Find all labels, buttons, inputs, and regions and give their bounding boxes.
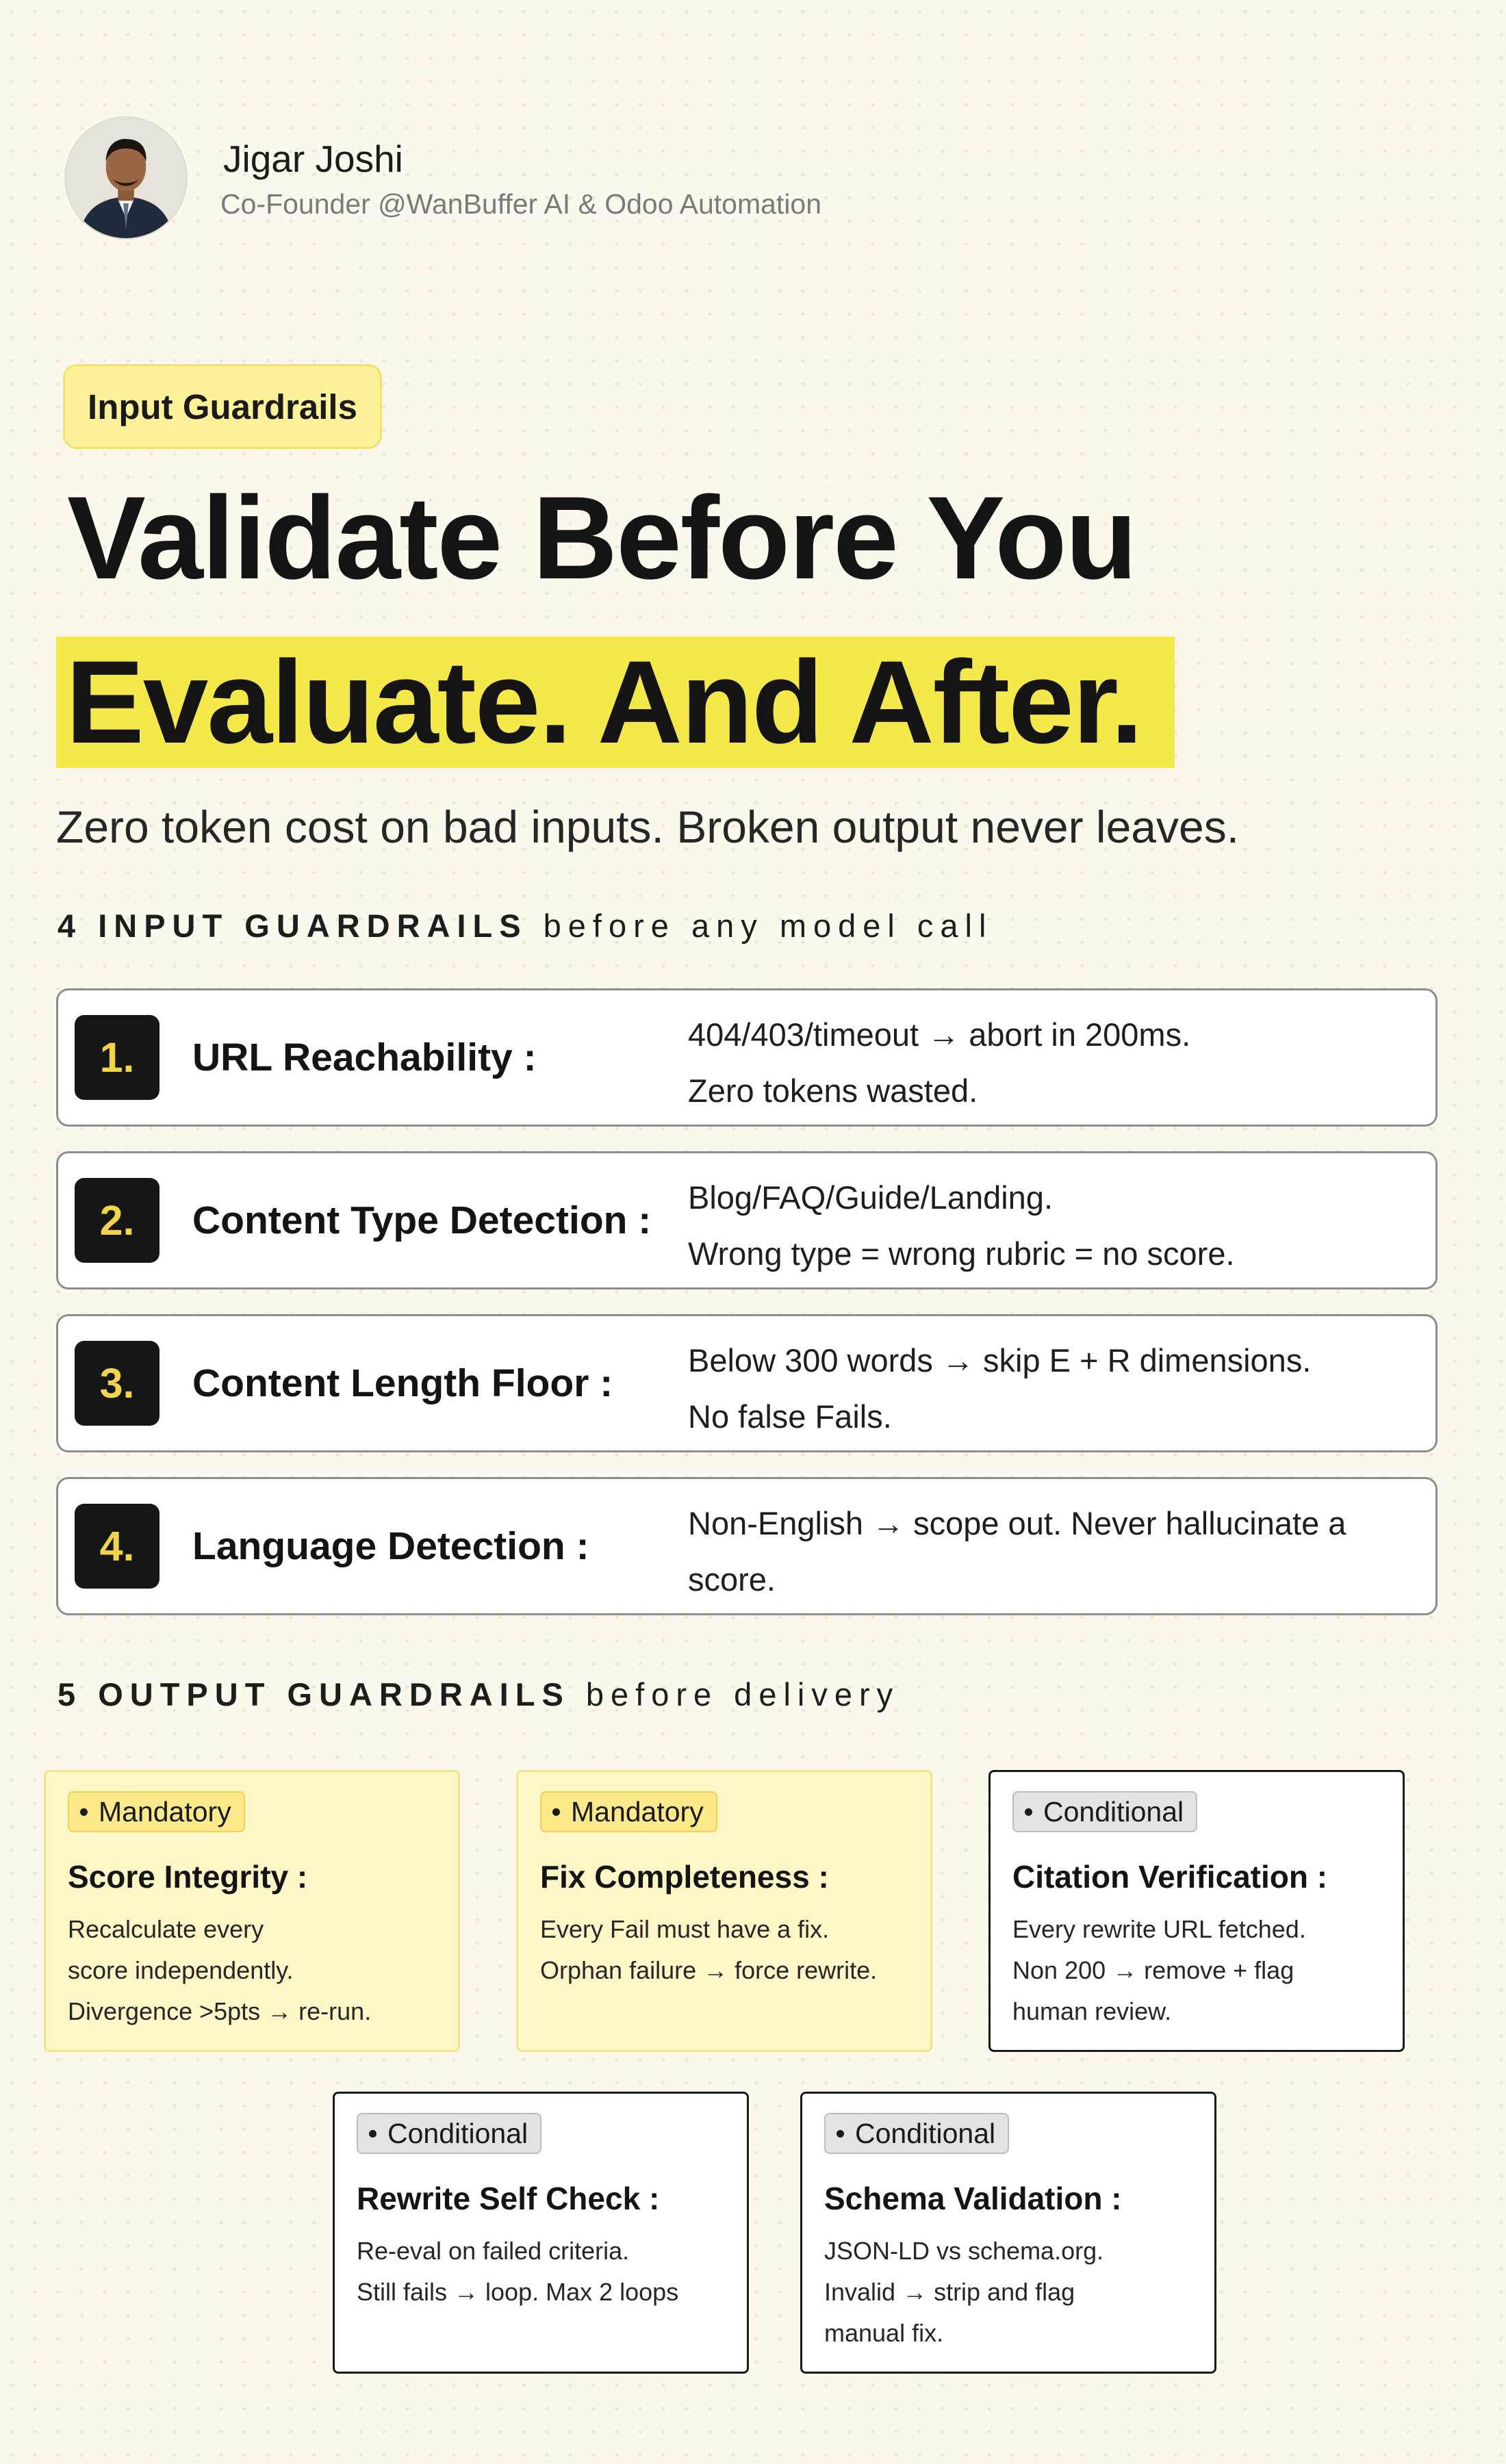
badge-label: Mandatory [571,1795,704,1827]
number-badge: 2. [75,1178,159,1263]
author-name: Jigar Joshi [223,138,403,180]
badge-label: Conditional [855,2117,996,2149]
description-line: Wrong type = wrong rubric = no score. [688,1235,1235,1272]
output-guardrail-title: Score Integrity : [68,1859,308,1895]
input-guardrail-title: Content Type Detection : [192,1198,652,1242]
bullet-dot-icon [1025,1808,1032,1816]
bullet-dot-icon [369,2130,376,2138]
bullet-dot-icon [552,1808,560,1816]
output-section-label-rest: before delivery [570,1676,900,1712]
output-guardrail-title: Fix Completeness : [540,1859,829,1895]
input-guardrail-card [56,1151,1438,1289]
description-line: Non-English → scope out. Never hallucinate a [688,1505,1347,1541]
conditional-badge [357,2113,541,2154]
badge-label: Conditional [387,2117,528,2149]
bullet-dot-icon [837,2130,844,2138]
headline-line-2: Evaluate. And After. [66,637,1143,768]
description-line: human review. [1012,1997,1172,2025]
description-line: Recalculate every [68,1915,264,1943]
input-section-label-rest: before any model call [527,908,993,944]
bullet-dot-icon [80,1808,88,1816]
description-line: No false Fails. [688,1398,892,1435]
output-guardrail-description [824,2231,1192,2354]
output-section-label-bold: 5 OUTPUT GUARDRAILS [58,1676,570,1712]
output-guardrail-description [1012,1909,1381,2032]
input-guardrail-description [688,1170,1420,1282]
output-guardrail-title: Schema Validation : [824,2181,1122,2216]
input-guardrail-card [56,1477,1438,1615]
conditional-badge [1012,1791,1197,1832]
description-line: JSON-LD vs schema.org. [824,2237,1104,2265]
input-guardrail-title: URL Reachability : [192,1036,537,1079]
description-line: score independently. [68,1956,294,1984]
description-line: Zero tokens wasted. [688,1073,978,1109]
input-guardrail-description [688,1496,1420,1608]
description-line: Non 200 → remove + flag [1012,1956,1294,1984]
description-line: Below 300 words → skip E + R dimensions. [688,1342,1312,1378]
number-badge: 4. [75,1504,159,1589]
input-guardrail-description [688,1007,1420,1119]
output-guardrail-description [68,1909,436,2032]
conditional-badge [824,2113,1009,2154]
description-line: 404/403/timeout → abort in 200ms. [688,1016,1191,1053]
description-line: Blog/FAQ/Guide/Landing. [688,1179,1054,1216]
output-guardrail-description [357,2231,725,2313]
input-guardrail-title: Language Detection : [192,1524,589,1568]
output-guardrail-card [516,1770,932,2052]
output-guardrail-card [333,2092,749,2374]
input-guardrail-card [56,1314,1438,1452]
input-guardrail-title: Content Length Floor : [192,1361,613,1405]
section-tag: Input Guardrails [63,364,382,449]
mandatory-badge [540,1791,717,1832]
badge-label: Conditional [1043,1795,1184,1827]
description-line: Re-eval on failed criteria. [357,2237,630,2265]
description-line: Divergence >5pts → re-run. [68,1997,372,2025]
description-line: Every Fail must have a fix. [540,1915,830,1943]
output-guardrail-card [988,1770,1405,2052]
badge-label: Mandatory [99,1795,231,1827]
input-section-label-bold: 4 INPUT GUARDRAILS [58,908,528,944]
description-line: score. [688,1561,776,1597]
person-avatar-icon [66,118,186,238]
output-guardrail-title: Citation Verification : [1012,1859,1328,1895]
output-guardrail-title: Rewrite Self Check : [357,2181,660,2216]
output-guardrail-card [800,2092,1216,2374]
subtitle: Zero token cost on bad inputs. Broken output never leaves. [56,801,1240,852]
description-line: Still fails → loop. Max 2 loops [357,2278,679,2306]
description-line: manual fix. [824,2319,944,2347]
description-line: Orphan failure → force rewrite. [540,1956,878,1984]
headline-line-1: Validate Before You [67,472,1136,604]
author-title: Co-Founder @WanBuffer AI & Odoo Automation [220,188,822,220]
input-guardrail-description [688,1333,1420,1445]
output-guardrail-card [44,1770,460,2052]
mandatory-badge [68,1791,245,1832]
number-badge: 1. [75,1015,159,1100]
output-section-label [58,1676,899,1713]
description-line: Invalid → strip and flag [824,2278,1075,2306]
output-guardrail-description [540,1909,908,1991]
number-badge: 3. [75,1341,159,1426]
input-guardrail-card [56,988,1438,1127]
input-section-label [58,907,993,945]
avatar [64,116,188,240]
description-line: Every rewrite URL fetched. [1012,1915,1306,1943]
